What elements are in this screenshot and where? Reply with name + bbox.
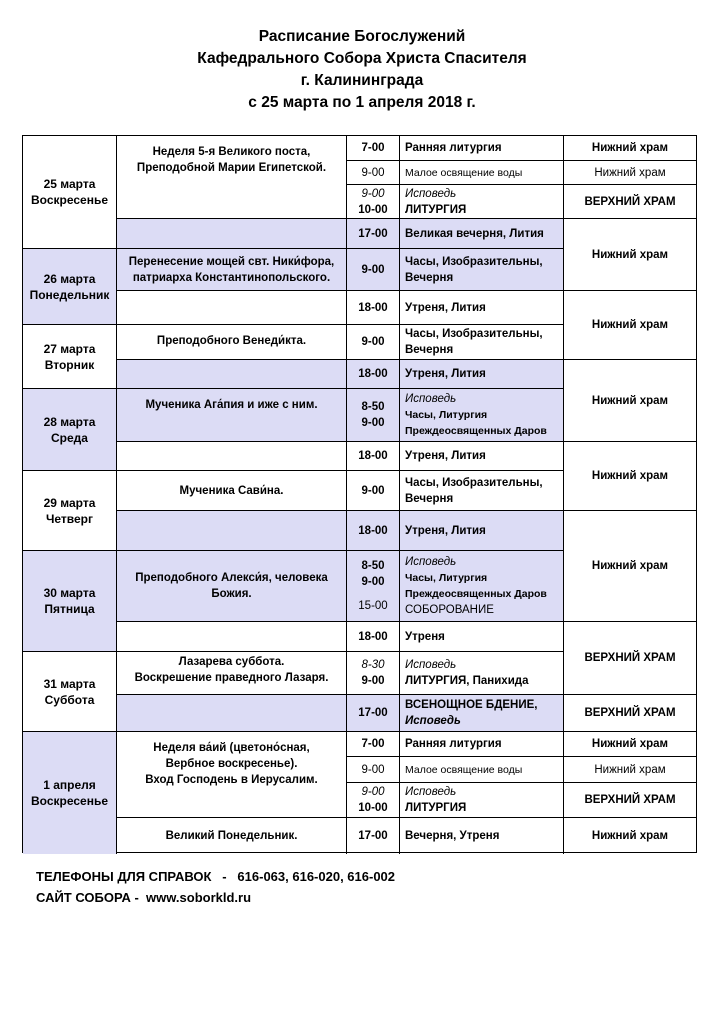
service-cell — [400, 622, 564, 652]
time-value: 18-00 — [358, 524, 388, 537]
time-value: 8-50 — [361, 401, 385, 413]
time-cell — [347, 219, 400, 249]
service-cell — [400, 325, 564, 360]
feast-line: Мученика Ага́пия и иже с ним. — [145, 399, 318, 411]
service-text: Утреня — [405, 630, 445, 643]
feast-cell — [117, 136, 347, 219]
service-text: Великая вечерня, Лития — [405, 227, 544, 240]
time-cell — [347, 249, 400, 291]
service-cell — [400, 291, 564, 325]
feast-line: Вход Господень в Иерусалим. — [145, 774, 318, 786]
service-cell — [400, 360, 564, 389]
feast-line: Божия. — [211, 588, 252, 600]
schedule-table — [22, 135, 697, 853]
location-cell — [564, 732, 696, 757]
time-value: 10-00 — [358, 203, 388, 216]
feast-line: Перенесение мощей свт. Ники́фора, — [128, 255, 335, 268]
service-cell — [400, 652, 564, 695]
service-text: СОБОРОВАНИЕ — [405, 604, 494, 616]
service-text: Преждеосвященных Даров — [405, 425, 547, 437]
location-text: Нижний храм — [591, 394, 669, 407]
service-cell — [400, 136, 564, 161]
service-text: Утреня, Лития — [405, 301, 486, 314]
location-cell — [564, 185, 696, 219]
feast-line: Неделя 5-я Великого поста, — [152, 146, 311, 158]
time-value: 9-00 — [361, 336, 385, 348]
service-cell — [400, 818, 564, 854]
day-date: 30 марта — [43, 586, 96, 600]
service-text: ЛИТУРГИЯ, Панихида — [405, 675, 529, 687]
location-text: ВЕРХНИЙ ХРАМ — [584, 195, 676, 208]
time-value: 18-00 — [358, 368, 388, 380]
service-text: Часы, Изобразительны, — [405, 476, 543, 489]
day-date: 1 апреля — [43, 778, 96, 792]
time-cell — [347, 471, 400, 511]
time-cell — [347, 551, 400, 622]
location-cell — [564, 783, 696, 818]
service-cell — [400, 511, 564, 551]
service-cell — [400, 161, 564, 185]
time-value: 8-30 — [361, 659, 385, 671]
feast-cell-empty — [117, 442, 347, 471]
day-cell — [23, 652, 117, 732]
day-cell — [23, 249, 117, 325]
time-value: 7-00 — [361, 738, 385, 750]
feast-cell-empty — [117, 511, 347, 551]
service-cell — [400, 389, 564, 442]
time-value: 17-00 — [358, 707, 388, 719]
time-cell — [347, 652, 400, 695]
location-cell — [564, 291, 696, 360]
time-cell — [347, 622, 400, 652]
service-text: Утреня, Лития — [405, 368, 486, 380]
location-text: Нижний храм — [591, 142, 669, 154]
time-cell — [347, 360, 400, 389]
service-text: Исповедь — [405, 786, 457, 798]
feast-cell — [117, 389, 347, 442]
service-text: Исповедь — [405, 556, 457, 568]
day-date: 25 марта — [43, 177, 96, 191]
title-line-2: Кафедрального Собора Христа Спасителя — [197, 50, 527, 67]
feast-cell — [117, 652, 347, 695]
time-value: 7-00 — [361, 142, 385, 154]
time-value: 9-00 — [361, 675, 385, 687]
day-date: 28 марта — [43, 414, 96, 429]
service-cell — [400, 219, 564, 249]
day-date: 29 марта — [43, 495, 96, 510]
service-cell — [400, 185, 564, 219]
day-date: 26 марта — [43, 271, 96, 286]
day-cell — [23, 732, 117, 854]
time-value: 18-00 — [358, 301, 388, 314]
time-cell — [347, 511, 400, 551]
time-cell — [347, 757, 400, 783]
time-cell — [347, 732, 400, 757]
service-text: ЛИТУРГИЯ — [405, 203, 467, 216]
time-cell — [347, 442, 400, 471]
location-text: Нижний храм — [594, 763, 666, 776]
service-cell — [400, 551, 564, 622]
service-text: Исповедь — [405, 393, 457, 405]
time-cell — [347, 389, 400, 442]
feast-cell — [117, 551, 347, 622]
day-cell — [23, 136, 117, 249]
service-text: Малое освящение воды — [405, 166, 523, 179]
title-line-1: Расписание Богослужений — [258, 28, 466, 45]
location-text: Нижний храм — [591, 319, 669, 331]
day-weekday: Среда — [51, 430, 88, 445]
location-text: Нижний храм — [594, 166, 666, 179]
feast-cell — [117, 732, 347, 818]
time-cell — [347, 325, 400, 360]
feast-cell-empty — [117, 695, 347, 732]
service-text: Исповедь — [405, 715, 461, 727]
feast-line: Преподобной Марии Египетской. — [136, 162, 327, 174]
time-value: 17-00 — [358, 227, 388, 240]
service-text: ВСЕНОЩНОЕ БДЕНИЕ, — [405, 699, 538, 711]
time-value: 9-00 — [361, 484, 385, 497]
service-text: Часы, Изобразительны, — [405, 328, 543, 340]
service-text: Ранняя литургия — [405, 142, 502, 154]
service-text: ЛИТУРГИЯ — [405, 802, 467, 814]
location-text: Нижний храм — [591, 560, 669, 572]
day-weekday: Четверг — [45, 511, 94, 526]
feast-line: Неделя ва́ий (цветоно́сная, — [153, 742, 310, 754]
location-text: Нижний храм — [591, 248, 669, 261]
location-cell — [564, 360, 696, 442]
location-cell — [564, 136, 696, 161]
day-cell — [23, 389, 117, 471]
feast-cell — [117, 325, 347, 360]
service-text: Вечерня — [405, 492, 454, 505]
footer — [36, 866, 395, 908]
time-value: 8-50 — [361, 560, 385, 572]
time-value: 15-00 — [358, 600, 388, 612]
feast-cell — [117, 818, 347, 854]
feast-cell-empty — [117, 219, 347, 249]
service-text: Вечерня — [405, 344, 454, 356]
service-cell — [400, 249, 564, 291]
title-line-3: г. Калининграда — [300, 72, 424, 89]
feast-cell-empty — [117, 622, 347, 652]
service-text: Вечерня, Утреня — [405, 830, 500, 842]
service-text: Исповедь — [405, 187, 457, 200]
feast-cell — [117, 249, 347, 291]
feast-line: Великий Понедельник. — [165, 830, 298, 842]
service-cell — [400, 471, 564, 511]
service-cell — [400, 757, 564, 783]
feast-cell — [117, 471, 347, 511]
time-cell — [347, 161, 400, 185]
feast-line: Преподобного Алекси́я, человека — [135, 572, 328, 584]
service-cell — [400, 732, 564, 757]
day-cell — [23, 551, 117, 652]
location-cell — [564, 818, 696, 854]
time-value: 9-00 — [361, 786, 385, 798]
location-cell — [564, 757, 696, 783]
day-date: 27 марта — [43, 341, 96, 356]
time-cell — [347, 818, 400, 854]
feast-cell-empty — [117, 291, 347, 325]
title-line-4: с 25 марта по 1 апреля 2018 г. — [248, 94, 476, 111]
service-text: Малое освящение воды — [405, 763, 523, 776]
time-cell — [347, 783, 400, 818]
time-value: 17-00 — [358, 830, 388, 842]
location-cell — [564, 442, 696, 511]
time-value: 18-00 — [358, 630, 388, 643]
page-title — [0, 26, 724, 114]
time-value: 9-00 — [361, 576, 385, 588]
location-cell — [564, 161, 696, 185]
location-cell — [564, 219, 696, 291]
service-text: Ранняя литургия — [405, 738, 502, 750]
footer-phones: ТЕЛЕФОНЫ ДЛЯ СПРАВОК - 616-063, 616-020, 616-002 — [36, 869, 396, 884]
location-text: ВЕРХНИЙ ХРАМ — [584, 794, 676, 806]
time-value: 9-00 — [361, 417, 385, 429]
service-text: Часы, Изобразительны, — [405, 255, 543, 268]
time-cell — [347, 185, 400, 219]
service-cell — [400, 442, 564, 471]
day-weekday: Понедельник — [29, 287, 110, 302]
location-text: ВЕРХНИЙ ХРАМ — [584, 707, 676, 719]
feast-cell-empty — [117, 360, 347, 389]
service-text: Часы, Литургия — [405, 409, 488, 421]
feast-line: Мученика Сави́на. — [179, 484, 284, 497]
feast-line: Преподобного Венеди́кта. — [156, 335, 307, 347]
service-text: Утреня, Лития — [405, 524, 486, 537]
location-text: ВЕРХНИЙ ХРАМ — [584, 652, 676, 664]
day-cell — [23, 471, 117, 551]
day-weekday: Воскресенье — [30, 794, 108, 808]
time-value: 9-00 — [361, 187, 385, 200]
location-text: Нижний храм — [591, 470, 669, 482]
service-cell — [400, 695, 564, 732]
day-weekday: Суббота — [44, 692, 95, 707]
day-date: 31 марта — [43, 676, 96, 691]
location-cell — [564, 622, 696, 695]
footer-site: САЙТ СОБОРА - www.soborkld.ru — [36, 890, 252, 905]
service-text: Часы, Литургия — [405, 572, 488, 584]
time-value: 9-00 — [361, 263, 385, 276]
time-value: 18-00 — [358, 450, 388, 462]
location-text: Нижний храм — [591, 830, 669, 842]
time-cell — [347, 291, 400, 325]
service-text: Преждеосвященных Даров — [405, 588, 547, 600]
day-cell — [23, 325, 117, 389]
feast-line: Лазарева суббота. — [178, 656, 285, 668]
time-cell — [347, 695, 400, 732]
time-value: 10-00 — [358, 802, 388, 814]
location-text: Нижний храм — [591, 738, 669, 750]
service-cell — [400, 783, 564, 818]
service-text: Вечерня — [405, 271, 454, 284]
day-weekday: Пятница — [44, 602, 95, 616]
location-cell — [564, 695, 696, 732]
feast-line: Вербное воскресенье). — [165, 758, 298, 770]
feast-line: Воскрешение праведного Лазаря. — [134, 672, 329, 684]
time-value: 9-00 — [361, 166, 385, 179]
time-value: 9-00 — [361, 763, 385, 776]
time-cell — [347, 136, 400, 161]
day-weekday: Воскресенье — [30, 193, 108, 207]
service-text: Утреня, Лития — [405, 450, 486, 462]
service-text: Исповедь — [405, 659, 457, 671]
location-cell — [564, 511, 696, 622]
feast-line: патриарха Константинопольского. — [132, 271, 331, 284]
day-weekday: Вторник — [44, 357, 95, 372]
